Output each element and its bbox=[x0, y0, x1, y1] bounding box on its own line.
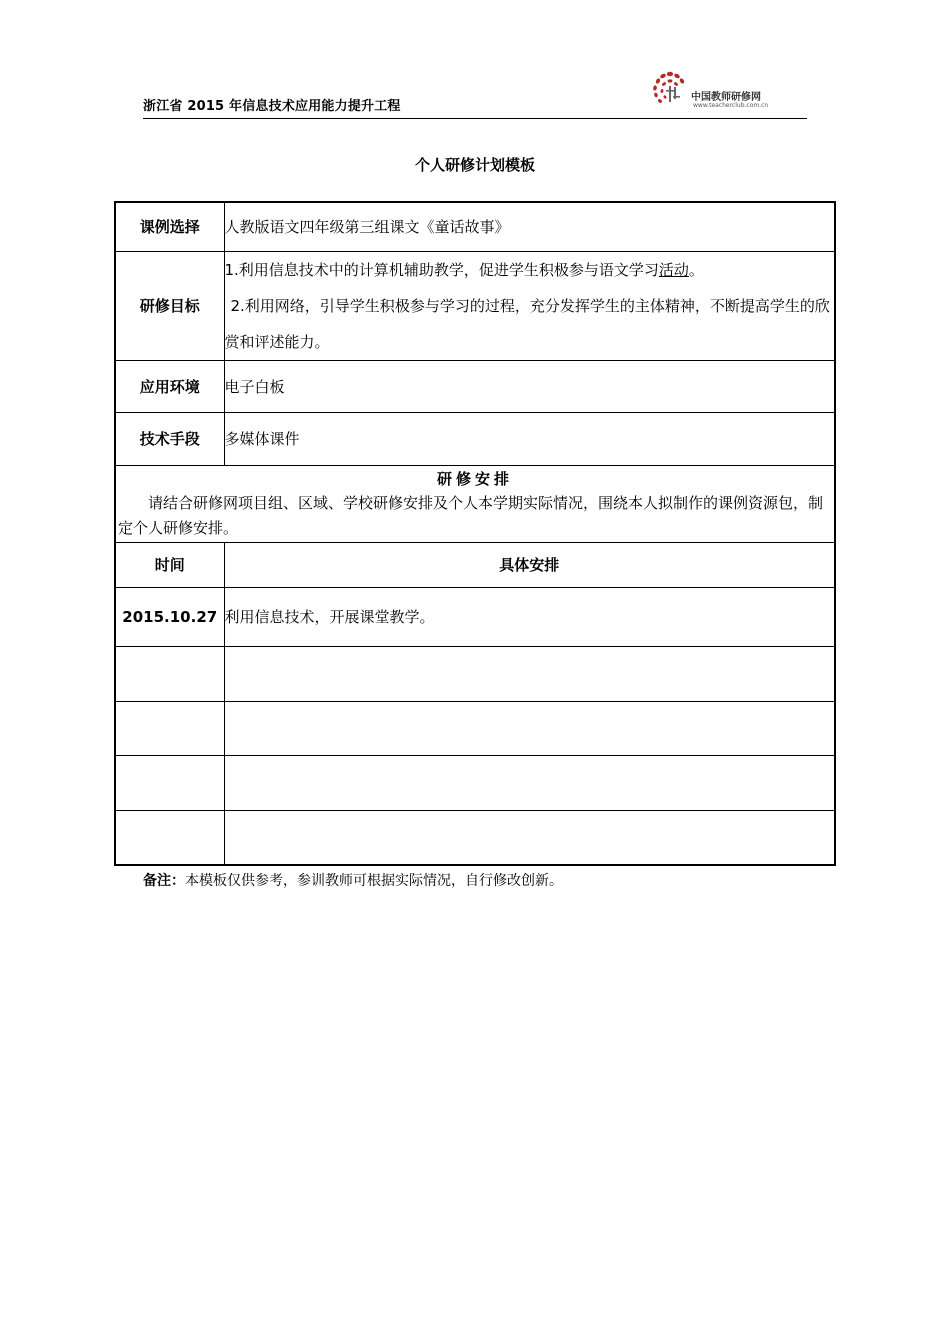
footnote-label: 备注： bbox=[143, 873, 185, 889]
header-text: 浙江省 2015 年信息技术应用能力提升工程 bbox=[143, 99, 401, 114]
row-arrangement bbox=[115, 465, 835, 542]
teacherclub-logo bbox=[647, 68, 787, 112]
goal-line-1-end: 。 bbox=[688, 260, 704, 279]
logo-name: 中国教师研修网 bbox=[691, 92, 761, 103]
env-value: 电子白板 bbox=[224, 360, 835, 412]
entry-time bbox=[115, 755, 224, 810]
table-row bbox=[115, 587, 835, 646]
study-plan-table bbox=[114, 201, 836, 866]
table-row bbox=[115, 701, 835, 755]
footnote-text: 本模板仅供参考，参训教师可根据实际情况，自行修改创新。 bbox=[185, 873, 563, 889]
arrangement-cell bbox=[115, 465, 835, 542]
goal-line-2: 2.利用网络，引导学生积极参与学习的过程，充分发挥学生的主体精神，不断提高学生的欣赏和评述能力。 bbox=[224, 296, 830, 351]
logo-url: www.teacherclub.com.cn bbox=[693, 102, 769, 109]
table-row bbox=[115, 810, 835, 865]
arrangement-title: 研修安排 bbox=[436, 469, 513, 488]
table-row bbox=[115, 646, 835, 701]
row-goal bbox=[115, 251, 835, 360]
tech-label: 技术手段 bbox=[115, 412, 224, 465]
tech-value: 多媒体课件 bbox=[224, 412, 835, 465]
goal-line-1-underlined: 活动 bbox=[658, 260, 689, 279]
entry-detail: 利用信息技术，开展课堂教学。 bbox=[224, 587, 835, 646]
goal-line-1 bbox=[225, 252, 835, 288]
entry-detail bbox=[224, 755, 835, 810]
entry-time bbox=[115, 810, 224, 865]
env-label: 应用环境 bbox=[115, 360, 224, 412]
arrangement-description: 请结合研修网项目组、区域、学校研修安排及个人本学期实际情况，围绕本人拟制作的课例资源包，制定个人研修安排。 bbox=[118, 493, 824, 537]
goal-label: 研修目标 bbox=[115, 251, 224, 360]
row-case bbox=[115, 202, 835, 251]
case-value: 人教版语文四年级第三组课文《童话故事》 bbox=[224, 202, 835, 251]
row-column-headers bbox=[115, 542, 835, 587]
detail-column-header: 具体安排 bbox=[224, 542, 835, 587]
entry-detail bbox=[224, 701, 835, 755]
goal-value bbox=[224, 251, 835, 360]
entry-time bbox=[115, 701, 224, 755]
entry-time bbox=[115, 646, 224, 701]
table-row bbox=[115, 755, 835, 810]
entry-time: 2015.10.27 bbox=[115, 587, 224, 646]
logo-flower-icon bbox=[647, 68, 693, 112]
row-env bbox=[115, 360, 835, 412]
entry-detail bbox=[224, 646, 835, 701]
page-header bbox=[143, 60, 807, 119]
footnote bbox=[143, 870, 563, 890]
document-title: 个人研修计划模板 bbox=[414, 156, 535, 174]
time-column-header: 时间 bbox=[115, 542, 224, 587]
row-tech bbox=[115, 412, 835, 465]
case-label: 课例选择 bbox=[115, 202, 224, 251]
goal-line-1-text: 1.利用信息技术中的计算机辅助教学，促进学生积极参与语文学习 bbox=[224, 260, 659, 279]
entry-detail bbox=[224, 810, 835, 865]
